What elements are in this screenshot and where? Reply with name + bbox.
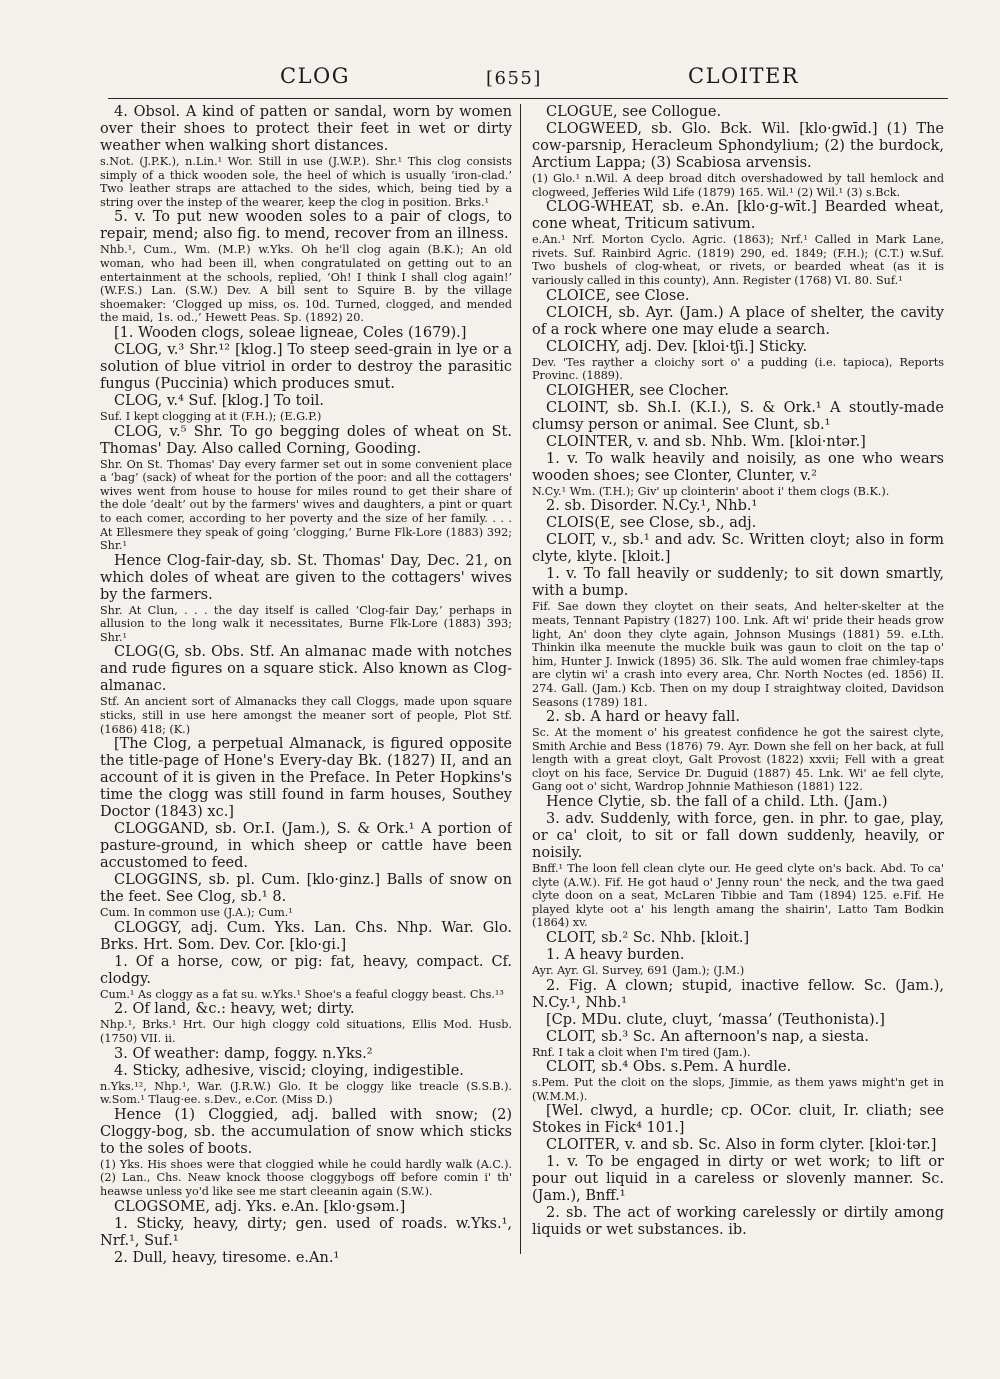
entry-paragraph: CLOG, v.⁵ Shr. To go begging doles of wheat on St. Thomas' Day. Also called Corning, Gooding. (100, 423, 512, 457)
citation-paragraph: Cum. In common use (J.A.); Cum.¹ (100, 906, 293, 920)
entry-paragraph: CLOGWEED, sb. Glo. Bck. Wil. [klo·gwīd.] (1) The cow-parsnip, Heracleum Sphondylium; (2) the burdock, Arctium Lappa; (3) Scabiosa arvensis. (532, 121, 944, 171)
column-divider (520, 104, 521, 1254)
header-left-word: CLOG (280, 64, 351, 88)
citation-paragraph: n.Yks.¹², Nhp.¹, War. (J.R.W.) Glo. It be cloggy like treacle (S.S.B.). w.Som.¹ Tlaug·ee. s.Dev., e.Cor. (Miss D.) (100, 1079, 512, 1107)
entry-paragraph: CLOIT, sb.² Sc. Nhb. [kloit.] (546, 930, 750, 947)
entry-paragraph: 1. v. To be engaged in dirty or wet work; to lift or pour out liquid in a careless or slovenly manner. Sc. (Jam.), Bnff.¹ (532, 1154, 944, 1205)
entry-paragraph: CLOG-WHEAT, sb. e.An. [klo·g-wīt.] Bearded wheat, cone wheat, Triticum sativum. (532, 199, 944, 233)
right-column (532, 104, 944, 1354)
citation-paragraph: e.An.¹ Nrf. Morton Cyclo. Agric. (1863); Nrf.¹ Called in Mark Lane, rivets. Suf. Rainbird Agric. (1819) 290, ed. 1849; (F.H.); (C.T.) w.Suf. Two bushels of clog-wheat, or rivets, or bearded wheat (as it is variously called in this county), Ann. Register (1768) VI. 80. Suf.¹ (532, 233, 944, 287)
entry-paragraph: CLOGGY, adj. Cum. Yks. Lan. Chs. Nhp. War. Glo. Brks. Hrt. Som. Dev. Cor. [klo·gi.] (100, 919, 512, 953)
citation-paragraph: Bnff.¹ The loon fell clean clyte our. He geed clyte on's back. Abd. To ca' clyte (A.W.). Fif. He got haud o' Jenny roun' the neck, and the twa gaed clyte doon on a seat, McLaren Tibbie and Tam (1894) 125. e.Fif. He played klyte oot a' his length amang the shairin', Latto Tam Bodkin (1864) xv. (532, 862, 944, 930)
entry-paragraph: 4. Obsol. A kind of patten or sandal, worn by women over their shoes to protect their feet in wet or dirty weather when walking short distances. (100, 104, 512, 154)
citation-paragraph: s.Pem. Put the cloit on the slops, Jimmie, as them yaws might'n get in (W.M.M.). (532, 1076, 944, 1103)
entry-paragraph: 3. adv. Suddenly, with force, gen. in phr. to gae, play, or ca' cloit, to sit or fall down suddenly, heavily, or noisily. (532, 811, 944, 862)
entry-paragraph: CLOG, v.⁴ Suf. [klog.] To toil. (114, 392, 325, 409)
entry-paragraph: Hence (1) Cloggied, adj. balled with snow; (2) Cloggy-bog, sb. the accumulation of snow which sticks to the soles of boots. (100, 1106, 512, 1157)
entry-paragraph: CLOGGAND, sb. Or.I. (Jam.), S. & Ork.¹ A portion of pasture-ground, in which sheep or cattle have been accustomed to feed. (100, 821, 512, 872)
entry-paragraph: CLOIT, sb.³ Sc. An afternoon's nap, a siesta. (546, 1028, 869, 1045)
entry-paragraph: 2. Of land, &c.: heavy, wet; dirty. (114, 1001, 355, 1018)
citation-paragraph: Rnf. I tak a cloit when I'm tired (Jam.). (532, 1045, 751, 1059)
entry-paragraph: 2. sb. A hard or heavy fall. (546, 709, 740, 726)
entry-paragraph: CLOIT, v., sb.¹ and adv. Sc. Written cloyt; also in form clyte, klyte. [kloit.] (532, 532, 944, 566)
entry-paragraph: CLOGUE, see Collogue. (546, 104, 722, 120)
citation-paragraph: (1) Yks. His shoes were that cloggied while he could hardly walk (A.C.). (2) Lan., Chs. Neaw knock thoose cloggybogs off before comin i' th' heawse unless yo'd like see me start cleeanin again (S.W.). (100, 1157, 512, 1198)
entry-paragraph: 2. Dull, heavy, tiresome. e.An.¹ (114, 1249, 340, 1266)
entry-paragraph: 2. sb. Disorder. N.Cy.¹, Nhb.¹ (546, 498, 758, 515)
citation-paragraph: Shr. At Clun, . . . the day itself is called ‘Clog-fair Day,’ perhaps in allusion to the long walk it necessitates, Burne Flk-Lore (1883) 393; Shr.¹ (100, 603, 512, 644)
entry-paragraph: CLOG, v.³ Shr.¹² [klog.] To steep seed-grain in lye or a solution of blue vitriol in order to destroy the parasitic fungus (Puccinia) which produces smut. (100, 341, 512, 392)
entry-paragraph: CLOICH, sb. Ayr. (Jam.) A place of shelter, the cavity of a rock where one may elude a search. (532, 304, 944, 338)
header-right-word: CLOITER (688, 64, 800, 88)
entry-paragraph: Hence Clytie, sb. the fall of a child. Lth. (Jam.) (546, 794, 888, 811)
entry-paragraph: 5. v. To put new wooden soles to a pair of clogs, to repair, mend; also fig. to mend, recover from an illness. (100, 209, 512, 243)
citation-paragraph: Cum.¹ As cloggy as a fat su. w.Yks.¹ Shoe's a feaful cloggy beast. Chs.¹³ (100, 987, 504, 1001)
page-number: [655] (486, 68, 542, 89)
entry-paragraph: CLOICHY, adj. Dev. [kloi·tʃi.] Sticky. (546, 338, 808, 355)
citation-paragraph: Fif. Sae down they cloytet on their seats, And helter-skelter at the meats, Tennant Papistry (1827) 100. Lnk. Aft wi' pride their heads grow light, An' doon they clyte again, Johnson Musings (1881) 59. e.Lth. Thinkin ilka meenute the muckle buik was gaun to cloit on the tap o' him, Hunter J. Inwick (1895) 36. Slk. The auld women frae chimley-taps are clytin wi' a crash into every area, Chr. North Noctes (ed. 1856) II. 274. Gall. (Jam.) Kcb. Then on my doup I straightway cloited, Davidson Seasons (1789) 181. (532, 600, 944, 709)
left-column (100, 104, 512, 1354)
citation-paragraph: Stf. An ancient sort of Almanacks they call Cloggs, made upon square sticks, still in use here amongst the meaner sort of people, Plot Stf. (1686) 418; (K.) (100, 695, 512, 736)
entry-paragraph: CLOINT, sb. Sh.I. (K.I.), S. & Ork.¹ A stoutly-made clumsy person or animal. See Clunt, sb.¹ (532, 399, 944, 433)
citation-paragraph: Ayr. Ayr. Gl. Survey, 691 (Jam.); (J.M.) (532, 964, 745, 978)
entry-paragraph: 1. v. To fall heavily or suddenly; to sit down smartly, with a bump. (532, 566, 944, 600)
citation-paragraph: Dev. 'Tes rayther a cloichy sort o' a pudding (i.e. tapioca), Reports Provinc. (1889). (532, 355, 944, 383)
entry-paragraph: 3. Of weather: damp, foggy. n.Yks.² (114, 1045, 373, 1062)
entry-paragraph: 2. sb. The act of working carelessly or dirtily among liquids or wet substances. ib. (532, 1205, 944, 1239)
entry-paragraph: [Wel. clwyd, a hurdle; cp. OCor. cluit, Ir. cliath; see Stokes in Fick⁴ 101.] (532, 1103, 944, 1137)
citation-paragraph: Sc. At the moment o' his greatest confidence he got the sairest clyte, Smith Archie and Bess (1876) 79. Ayr. Down she fell on her back, at full length with a great cloyt, Galt Provost (1822) xxvii; Fell with a great cloyt on his face, Service Dr. Duguid (1887) 45. Lnk. Wi' ae fell clyte, Gang oot o' sicht, Wardrop Johnnie Mathieson (1881) 122. (532, 726, 944, 794)
citation-paragraph: (1) Glo.¹ n.Wil. A deep broad ditch overshadowed by tall hemlock and clogweed, Jefferies Wild Life (1879) 165. Wil.¹ (2) Wil.¹ (3) s.Bck. (532, 172, 944, 199)
entry-paragraph: [The Clog, a perpetual Almanack, is figured opposite the title-page of Hone's Every-day Bk. (1827) II, and an account of it is given in the Preface. In Peter Hopkins's time the clogg was still found in farm houses, Southey Doctor (1843) xc.] (100, 736, 512, 821)
citation-paragraph: Nhb.¹, Cum., Wm. (M.P.) w.Yks. Oh he'll clog again (B.K.); An old woman, who had been ill, when congratulated on getting out to an entertainment at the schools, replied, ‘Oh! I think I shall clog again!’ (W.F.S.) Lan. (S.W.) Dev. A bill sent to Squire B. by the village shoemaker: ‘Clogged up miss, os. 10d. Turned, clogged, and mended the maid, 1s. od.,’ Hewett Peas. Sp. (1892) 20. (100, 243, 512, 325)
entry-paragraph: CLOITER, v. and sb. Sc. Also in form clyter. [kloi·tər.] (546, 1137, 937, 1154)
entry-paragraph: 1. Sticky, heavy, dirty; gen. used of roads. w.Yks.¹, Nrf.¹, Suf.¹ (100, 1215, 512, 1249)
entry-paragraph: [1. Wooden clogs, soleae ligneae, Coles (1679).] (114, 324, 467, 341)
entry-paragraph: 1. Of a horse, cow, or pig: fat, heavy, compact. Cf. clodgy. (100, 953, 512, 987)
running-header (108, 62, 948, 99)
entry-paragraph: CLOGSOME, adj. Yks. e.An. [klo·gsəm.] (114, 1198, 406, 1215)
entry-paragraph: CLOIS(E, see Close, sb., adj. (546, 515, 757, 532)
citation-paragraph: Shr. On St. Thomas' Day every farmer set out in some convenient place a ‘bag’ (sack) of wheat for the portion of the poor: and all the cottagers' wives went from house to house for miles round to get their share of the dole ‘dealt’ out by the farmers' wives and daughters, a pint or quart to each comer, according to her poverty and the size of her family. . . . At Ellesmere they speak of going ‘clogging,’ Burne Flk-Lore (1883) 392; Shr.¹ (100, 457, 512, 553)
entry-paragraph: CLOIT, sb.⁴ Obs. s.Pem. A hurdle. (546, 1059, 792, 1076)
entry-paragraph: CLOICE, see Close. (546, 287, 690, 304)
entry-paragraph: CLOINTER, v. and sb. Nhb. Wm. [kloi·ntər.] (546, 433, 866, 450)
citation-paragraph: Suf. I kept clogging at it (F.H.); (E.G.P.) (100, 409, 322, 423)
entry-paragraph: 2. Fig. A clown; stupid, inactive fellow. Sc. (Jam.), N.Cy.¹, Nhb.¹ (532, 977, 944, 1011)
citation-paragraph: s.Not. (J.P.K.), n.Lin.¹ Wor. Still in use (J.W.P.). Shr.¹ This clog consists simply of a thick wooden sole, the heel of which is usually ‘iron-clad.’ Two leather straps are attached to the sides, which, being tied by a string over the instep of the wearer, keep the clog in position. Brks.¹ (100, 155, 512, 209)
entry-paragraph: [Cp. MDu. clute, cluyt, ‘massa’ (Teuthonista).] (546, 1011, 885, 1028)
entry-paragraph: CLOIGHER, see Clocher. (546, 382, 729, 399)
entry-paragraph: CLOG(G, sb. Obs. Stf. An almanac made with notches and rude figures on a square stick. Also known as Clog-almanac. (100, 644, 512, 695)
entry-paragraph: CLOGGINS, sb. pl. Cum. [klo·ginz.] Balls of snow on the feet. See Clog, sb.¹ 8. (100, 872, 512, 906)
citation-paragraph: N.Cy.¹ Wm. (T.H.); Giv' up clointerin' aboot i' them clogs (B.K.). (532, 484, 890, 498)
entry-paragraph: 1. A heavy burden. (546, 947, 685, 964)
entry-paragraph: Hence Clog-fair-day, sb. St. Thomas' Day, Dec. 21, on which doles of wheat are given to the cottagers' wives by the farmers. (100, 552, 512, 603)
entry-paragraph: 1. v. To walk heavily and noisily, as one who wears wooden shoes; see Clonter, Clunter, v.² (532, 450, 944, 484)
entry-paragraph: 4. Sticky, adhesive, viscid; cloying, indigestible. (114, 1062, 464, 1079)
citation-paragraph: Nhp.¹, Brks.¹ Hrt. Our high cloggy cold situations, Ellis Mod. Husb. (1750) VII. ii. (100, 1018, 512, 1046)
